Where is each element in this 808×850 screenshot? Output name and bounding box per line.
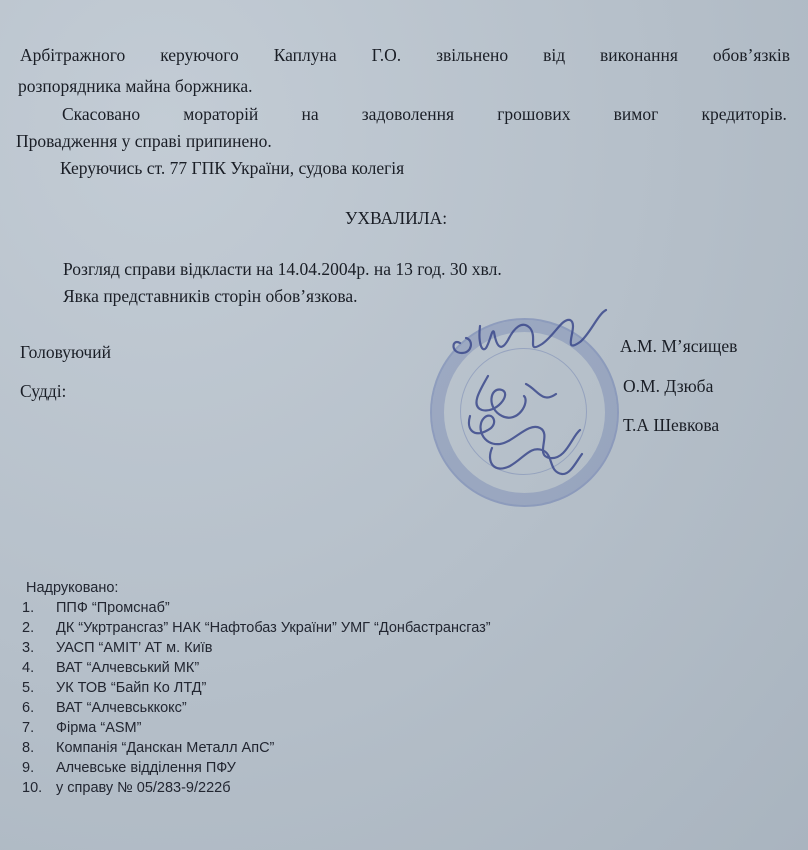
list-item: 7. Фірма “ASM” [22,720,142,736]
judges-label: Судді: [20,381,67,401]
list-item: 5. УК ТОВ “Байп Ко ЛТД” [22,680,207,696]
list-item: 3. УАСП “АМІТ’ АТ м. Київ [22,640,213,656]
list-item: 1. ППФ “Промснаб” [22,600,170,616]
word: вимог [613,104,659,124]
list-item: 9. Алчевське відділення ПФУ [22,760,236,776]
word: Каплуна [273,45,337,65]
judge-name-2: О.М. Дзюба [623,376,714,396]
list-item: 2. ДК “Укртрансгаз” НАК “Нафтобаз України” УМГ “Донбастрансгаз” [22,620,491,636]
list-item: 4. ВАТ “Алчевський МК” [22,660,200,676]
word: Арбітражного [20,45,126,65]
word: мораторій [183,104,259,124]
word: звільнено [436,45,509,65]
word: Скасовано [62,104,141,124]
word: виконання [600,45,678,65]
resolution-heading: УХВАЛИЛА: [345,208,448,228]
word: грошових [497,104,571,124]
word: задоволення [361,104,455,124]
word: керуючого [160,45,239,65]
judge-name-1: А.М. М’ясищев [620,336,738,356]
word: обов’язків [712,45,790,65]
word: Г.О. [371,45,402,65]
distribution-heading: Надруковано: [26,580,119,596]
paragraph-2-line-2: Провадження у справі припинено. [16,131,272,151]
presiding-label: Головуючий [20,342,111,362]
paragraph-2-line-1 [62,103,787,125]
list-item: 8. Компанія “Данскан Металл АпС” [22,740,275,756]
distribution-list [22,578,491,798]
judge-signatures [430,298,630,498]
judge-name-3: Т.А Шевкова [623,415,720,435]
word: від [543,45,566,65]
resolution-item-1: Розгляд справи відкласти на 14.04.2004р. на 13 год. 30 хвл. [63,259,502,279]
word: кредиторів. [701,104,787,124]
paragraph-1-line-1 [20,44,790,66]
word: на [301,104,319,124]
list-item: 10. у справу № 05/283-9/222б [22,780,231,796]
resolution-item-2: Явка представників сторін обов’язкова. [63,286,358,306]
paragraph-3: Керуючись ст. 77 ГПК України, судова колегія [60,158,405,178]
paragraph-1-line-2: розпорядника майна боржника. [18,76,253,96]
list-item: 6. ВАТ “Алчевськкокс” [22,700,187,716]
